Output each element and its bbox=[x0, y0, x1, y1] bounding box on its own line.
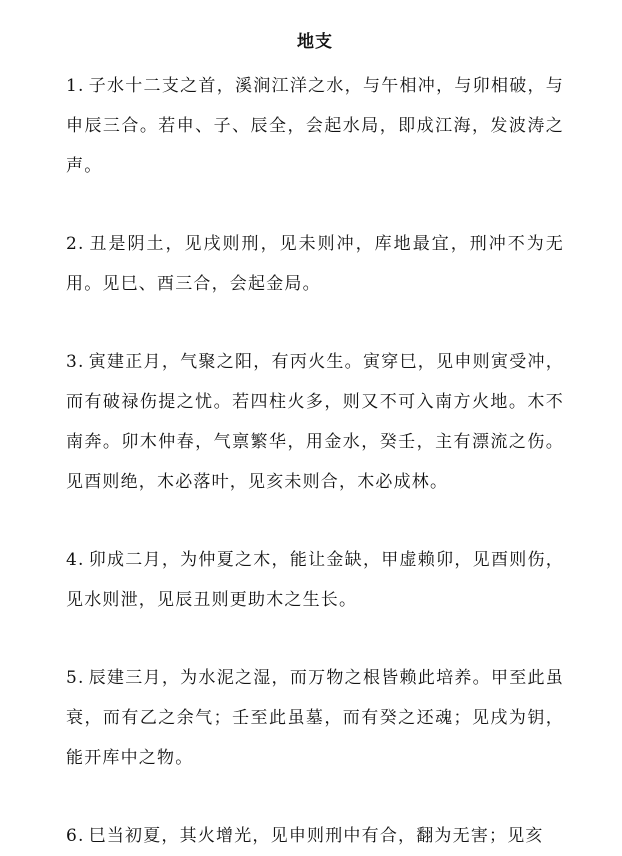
paragraph-2 bbox=[66, 224, 564, 304]
paragraph-3 bbox=[66, 342, 564, 502]
paragraph-text: 子水十二支之首，溪涧江洋之水，与午相冲，与卯相破，与申辰三合。若申、子、辰全，会起水局，即成江海，发波涛之声。 bbox=[66, 76, 564, 176]
paragraph-number: 1. bbox=[66, 76, 85, 96]
paragraph-number: 5. bbox=[66, 668, 85, 688]
paragraph-text: 寅建正月，气聚之阳，有丙火生。寅穿巳，见申则寅受冲，而有破禄伤提之忧。若四柱火多，则又不可入南方火地。木不南奔。卯木仲春，气禀繁华，用金水，癸壬，主有漂流之伤。见酉则绝，木必落叶，见亥未则合，木必成林。 bbox=[66, 352, 564, 492]
paragraph-4 bbox=[66, 540, 564, 620]
document-title: 地支 bbox=[297, 32, 333, 52]
paragraph-text: 卯成二月，为仲夏之木，能让金缺，甲虚赖卯，见酉则伤，见水则泄，见辰丑则更助木之生长。 bbox=[66, 550, 564, 610]
paragraph-text: 辰建三月，为水泥之湿，而万物之根皆赖此培养。甲至此虽衰，而有乙之余气；壬至此虽墓，而有癸之还魂；见戌为钥，能开库中之物。 bbox=[66, 668, 564, 768]
paragraph-6 bbox=[66, 816, 564, 856]
paragraph-number: 6. bbox=[66, 826, 85, 846]
paragraph-number: 4. bbox=[66, 550, 85, 570]
paragraph-1 bbox=[66, 66, 564, 186]
paragraph-number: 2. bbox=[66, 234, 85, 254]
paragraph-text: 巳当初夏，其火增光，见申则刑中有合，翻为无害；见亥 bbox=[88, 826, 544, 846]
paragraph-number: 3. bbox=[66, 352, 85, 372]
paragraph-text: 丑是阴土，见戌则刑，见未则冲，库地最宜，刑冲不为无用。见巳、酉三合，会起金局。 bbox=[66, 234, 564, 294]
paragraph-5 bbox=[66, 658, 564, 778]
